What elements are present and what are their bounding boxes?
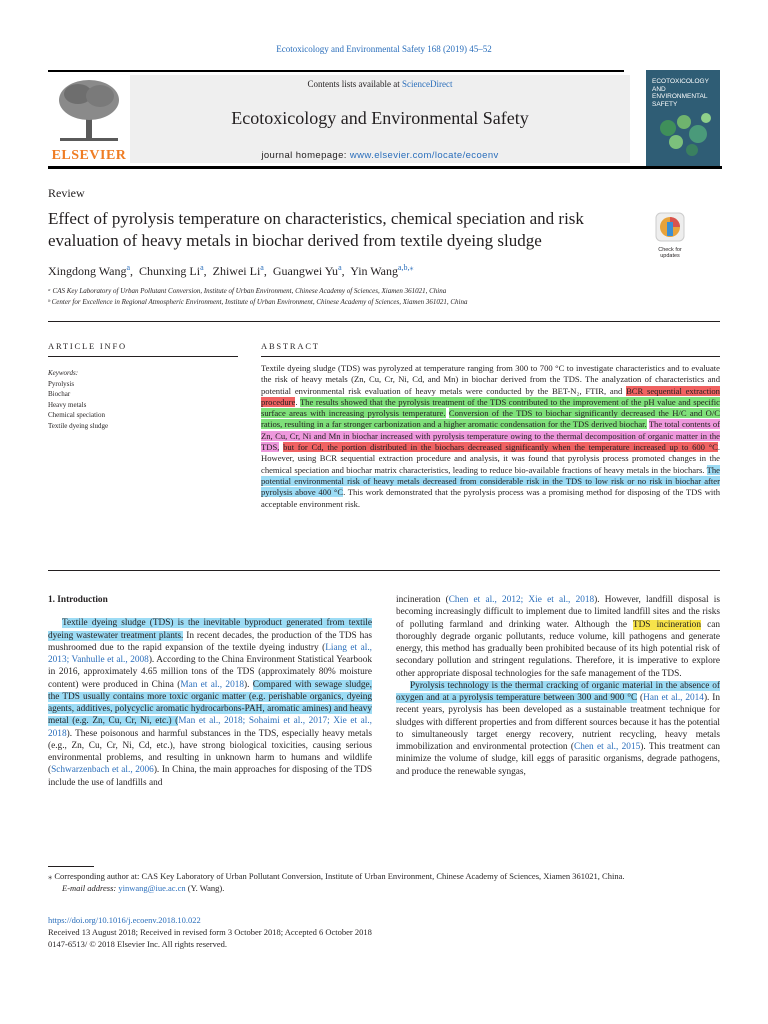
body-text: ). In recent years, pyrolysis has been developed as a sustainable treatment technique for sludges with different properties and from different sources because it has the potential to simultaneously target energy recovery, nutrient recycling, heavy metals immobilization and environmental protection (: [396, 693, 721, 752]
body-text: (: [637, 693, 644, 703]
author-name: Xingdong Wang: [48, 264, 127, 278]
body-text: ). However, landfill disposal is becoming increasingly difficult to implement due to limited landfill sites and the risks of polluting farmland and drinking water. Although the: [396, 595, 720, 630]
author-affiliation-mark[interactable]: a: [126, 263, 131, 272]
highlighted-text: Conversion of the TDS to biochar significantly decreased the H/C and O/C ratios, resulting in a far stronger carbonization and a higher aromatic condensation for the TDS derived biochar.: [261, 408, 720, 430]
abstract-text: .: [295, 396, 300, 407]
keyword: Chemical speciation: [48, 411, 105, 419]
author[interactable]: [48, 264, 130, 278]
highlighted-text: Textile dyeing sludge (TDS) is the inevitable byproduct generated from textile dyeing wastewater treatment plants.: [48, 618, 372, 641]
email-link[interactable]: yinwang@iue.ac.cn: [118, 883, 186, 893]
author[interactable]: [350, 264, 413, 278]
author-name: Guangwei Yu: [272, 264, 339, 278]
body-text: ). These poisonous and harmful substances in the TDS, especially heavy metals (e.g., Zn, Cu, Cr, Ni, Cd, etc.), have strong biological toxicities, causing serious environmental problems, and resulting in unknown harm to humans and wildlife (: [48, 728, 372, 776]
body-text: can thoroughly degrade organic pollutants, reduce volume, kill pathogens and generate energy, this method has gradually been prohibited because of its high potential risk of secondary pollution and stringent regulations. Therefore, it is imperative to explore other appropriate disposal technologies for the safe management of the TDS.: [396, 619, 720, 679]
citation-link[interactable]: Han et al., 2014: [643, 693, 704, 703]
journal-reference-link[interactable]: Ecotoxicology and Environmental Safety 168 (2019) 45–52: [276, 44, 492, 54]
intro-paragraph-2: [396, 680, 720, 778]
author-name: Yin Wang: [350, 264, 398, 278]
keyword: Biochar: [48, 390, 71, 398]
journal-cover-image[interactable]: [646, 70, 720, 166]
body-text: ). According to the China Environment Statistical Yearbook in 2016, approximately 4.65 million tons of the TDS (approximately 80% moisture content) were produced in China (: [48, 655, 372, 690]
section-heading-introduction: 1. Introduction: [48, 595, 108, 605]
article-info-rule: [48, 356, 238, 357]
homepage-link[interactable]: www.elsevier.com/locate/ecoenv: [349, 150, 499, 161]
abstract-text: . However, using BCR sequential extraction procedure and analysis, it was found that pyrolysis process promoted changes in the chemical speciation and biochar matrix characteristics, leading to reduce bio-available fractions of heavy metals in the biochars.: [261, 442, 720, 475]
author-name: Chunxing Li: [139, 264, 201, 278]
article-info-heading: ARTICLE INFO: [48, 341, 127, 351]
intro-paragraph-1: [48, 617, 372, 789]
citation-link[interactable]: Man et al., 2018; Sohaimi et al., 2017; Xie et al., 2018: [48, 716, 372, 739]
author[interactable]: [273, 264, 342, 278]
highlighted-text: TDS incineration: [632, 619, 701, 630]
abstract-rule: [261, 356, 720, 357]
keywords-block: [48, 368, 108, 431]
author-affiliation-mark[interactable]: a: [200, 263, 204, 272]
header-top-rule: [48, 70, 624, 72]
body-column-right: [396, 594, 720, 778]
email-label: E-mail address:: [62, 883, 119, 893]
intro-paragraph-1-continued: [396, 594, 720, 680]
author[interactable]: [139, 264, 204, 278]
highlighted-text: Compared with sewage sludge, the TDS usually contains more toxic organic matter (e.g. perishable organics, dyeing agents, additives, polycyclic aromatic hydrocarbons-PAH, aromatic amines) and heavy metal (e.g. Zn, Cu, Cr, Ni, etc.) (: [48, 679, 372, 727]
contents-availability-line: [130, 79, 630, 89]
publication-info: [48, 914, 372, 950]
sciencedirect-link[interactable]: ScienceDirect: [402, 79, 453, 89]
citation-link[interactable]: Man et al., 2018: [180, 679, 245, 690]
journal-homepage-line: [130, 150, 630, 161]
elsevier-logo-text: ELSEVIER: [51, 148, 127, 163]
citation-link[interactable]: Schwarzenbach et al., 2006: [51, 765, 154, 776]
affiliation-b: ᵇ Center for Excellence in Regional Atmospheric Environment, Institute of Urban Environment, Chinese Academy of Sciences, Xiamen 361021, China: [48, 298, 468, 306]
highlighted-text: The potential environmental risk of heavy metals decreased from considerable risk in the TDS to low risk or no risk in biochar after pyrolysis above 400 °C: [261, 464, 720, 498]
citation-link[interactable]: Chen et al., 2015: [574, 742, 641, 752]
highlighted-text: but for Cd, the portion distributed in the biochars decreased significantly when the temperature increased up to 600 °C: [283, 442, 718, 453]
body-text: In recent decades, the production of the TDS has mushroomed due to the rapid expansion of the textile dyeing industry (: [48, 630, 373, 653]
header-bottom-rule: [48, 166, 722, 169]
abstract-text: . This work demonstrated that the pyrolysis process was a promising method for disposing of the TDS with acceptable environment risk.: [261, 487, 720, 509]
abstract-heading: ABSTRACT: [261, 341, 320, 351]
abstract-text: Textile dyeing sludge (TDS) was pyrolyzed at temperature ranging from 300 to 700 °C to investigate characteristics and to evaluate the risk of heavy metals (Zn, Cu, Cr, Ni, Cd, and Mn) in biochar derived from the TDS. The analyzation of characteristics and potential environmental risk evaluation of heavy metals were conducted by the BET-N₂, FTIR, and: [261, 363, 720, 396]
abstract-body: [261, 363, 720, 510]
received-dates: Received 13 August 2018; Received in revised form 3 October 2018; Accepted 6 October 2018: [48, 927, 372, 937]
body-text: ). In China, the main approaches for disposing of the TDS include the use of landfills and: [48, 765, 372, 788]
section-divider: [48, 321, 720, 322]
keywords-label: Keywords:: [48, 369, 79, 377]
keyword: Heavy metals: [48, 400, 87, 409]
cover-title: ECOTOXICOLOGY AND ENVIRONMENTAL SAFETY: [652, 78, 709, 108]
highlighted-text: The results showed that the pyrolysis treatment of the TDS contributed to the improvement of the pH value and specific surface areas with increasing pyrolysis temperature.: [261, 396, 720, 419]
citation-link[interactable]: Liang et al., 2013; Vanhulle et al., 2008: [48, 642, 372, 665]
author[interactable]: [213, 264, 264, 278]
email-suffix: (Y. Wang).: [185, 883, 225, 893]
crossmark-label: Check for updates: [658, 247, 682, 259]
body-column-left: [48, 594, 372, 789]
crossmark-badge[interactable]: [650, 212, 690, 259]
journal-title: Ecotoxicology and Environmental Safety: [231, 108, 529, 128]
crossmark-icon: [650, 212, 690, 242]
footnote-rule: [48, 866, 94, 867]
contents-prefix: Contents lists available at: [307, 79, 402, 89]
highlighted-text: BCR sequential extraction procedure: [261, 385, 720, 407]
body-text: incineration (: [396, 595, 449, 605]
body-text: ).: [244, 679, 253, 690]
copyright-line: 0147-6513/ © 2018 Elsevier Inc. All rights reserved.: [48, 939, 228, 949]
author-name: Zhiwei Li: [212, 264, 261, 278]
author-affiliation-mark[interactable]: a,b,⁎: [398, 263, 414, 272]
homepage-label: journal homepage:: [261, 150, 350, 161]
corresponding-author-footnote: [48, 870, 720, 894]
citation-link[interactable]: Chen et al., 2012; Xie et al., 2018: [448, 595, 595, 605]
doi-link[interactable]: https://doi.org/10.1016/j.ecoenv.2018.10.022: [48, 915, 201, 925]
keyword: Textile dyeing sludge: [48, 421, 109, 430]
highlighted-text: Pyrolysis technology is the thermal cracking of organic material in the absence of oxygen and at a pyrolysis temperature between 300 and 900 °C: [396, 680, 720, 703]
highlighted-text: The total contents of Zn, Cu, Cr, Ni and Mn in biochar increased with pyrolysis temperature owing to the thermal decomposition of organic matter in the TDS,: [261, 419, 720, 453]
affiliation-a: ᵃ CAS Key Laboratory of Urban Pollutant Conversion, Institute of Urban Environment, Chinese Academy of Sciences, Xiamen 361021, China: [48, 287, 447, 295]
keyword: Pyrolysis: [48, 379, 75, 388]
abstract-bottom-rule: [48, 570, 720, 571]
article-type: Review: [48, 186, 85, 200]
article-title: Effect of pyrolysis temperature on characteristics, chemical speciation and risk evaluation of heavy metals in biochar derived from textile dyeing sludge: [48, 209, 584, 250]
author-affiliation-mark[interactable]: a: [260, 263, 264, 272]
body-text: ). This treatment can minimize the volume of sludge, kill eggs of parasitic organisms, degrade pathogens, and produce the renewable syngas,: [396, 742, 720, 777]
author-affiliation-mark[interactable]: a: [338, 263, 342, 272]
corresponding-author-text: ⁎ Corresponding author at: CAS Key Laboratory of Urban Pollutant Conversion, Institute of Urban Environment, Chinese Academy of Sciences, Xiamen 361021, China.: [48, 871, 625, 881]
author-list: Xingdong Wang$^a$, Chunxing Li$^a$, Zhiwei Li$^a$, Guangwei Yu$^a$, Yin Wang$^{a,b,⁎}$: [48, 263, 414, 278]
